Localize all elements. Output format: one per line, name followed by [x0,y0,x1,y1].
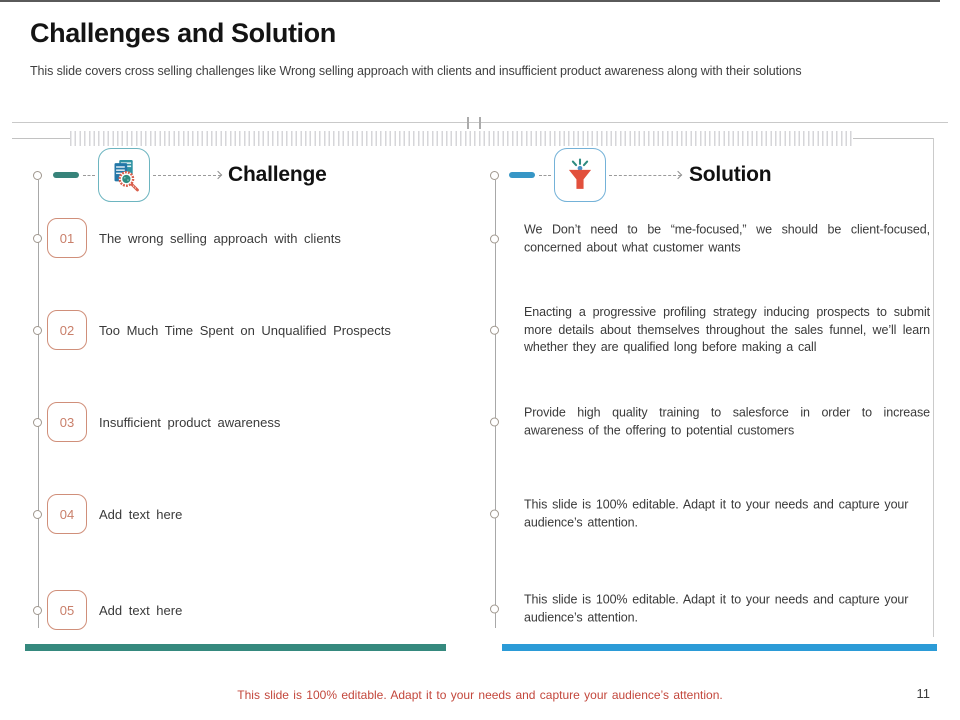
band-left-connector [12,138,70,139]
solution-header [490,148,771,202]
challenge-number-badge: 02 [47,310,87,350]
challenge-heading: Challenge [228,163,327,186]
challenge-item-label[interactable]: Add text here [99,602,183,618]
solution-item [490,222,930,257]
challenge-item [33,310,391,350]
dashed-connector [83,175,95,176]
challenge-number-badge: 03 [47,402,87,442]
teal-dash-icon [53,172,79,178]
challenge-accent-bar [25,644,446,651]
divider-tick-icon [479,117,481,129]
solution-item [490,497,930,532]
page-number: 11 [916,686,930,701]
document-magnifier-icon [98,148,150,202]
solution-item-text[interactable]: This slide is 100% editable. Adapt it to your needs and capture your audience’s attention. [524,592,909,624]
timeline-node-icon [490,235,499,244]
slide-subtitle: This slide covers cross selling challenges like Wrong selling approach with clients and insufficient product awareness along with their solutions [30,64,802,78]
challenge-number-badge: 04 [47,494,87,534]
solution-item-text[interactable]: Provide high quality training to salesforce in order to increase awareness of the offering to potential customers [524,405,930,437]
challenge-item [33,590,182,630]
divider-tick-icon [467,117,469,129]
timeline-node-icon [33,171,42,180]
challenge-item [33,402,280,442]
timeline-node-icon [490,326,499,335]
timeline-node-icon [490,510,499,519]
challenge-number-badge: 05 [47,590,87,630]
timeline-node-icon [33,510,42,519]
challenge-item-label[interactable]: Add text here [99,506,183,522]
challenge-item-label[interactable]: The wrong selling approach with clients [99,230,341,246]
dashed-connector [539,175,551,176]
solution-item-text[interactable]: We Don’t need to be “me-focused,” we should be client-focused, concerned about what customer wants [524,222,930,254]
timeline-node-icon [33,606,42,615]
solution-item-text[interactable]: Enacting a progressive profiling strategy inducing prospects to submit more details about themselves throughout the sales funnel, we’ll learn whether they are qualified long before making a call [524,304,930,354]
dashed-arrow [609,175,681,176]
solution-item [490,592,930,627]
band-right-connector [853,138,933,139]
solution-item [490,405,930,440]
solution-accent-bar [502,644,937,651]
dashed-arrow [153,175,221,176]
funnel-icon [554,148,606,202]
timeline-node-icon [490,418,499,427]
hatched-band [70,131,853,146]
timeline-node-icon [33,326,42,335]
timeline-node-icon [33,234,42,243]
divider-line [12,122,948,123]
solution-item-text[interactable]: This slide is 100% editable. Adapt it to your needs and capture your audience’s attention. [524,497,909,529]
timeline-node-icon [490,605,499,614]
challenge-item [33,494,182,534]
solution-heading: Solution [689,163,772,186]
blue-dash-icon [509,172,535,178]
top-border-line [0,0,940,2]
challenge-header [33,148,327,202]
timeline-node-icon [33,418,42,427]
footer-note: This slide is 100% editable. Adapt it to your needs and capture your audience’s attention. [237,688,723,702]
challenge-item [33,218,341,258]
right-border-line [933,138,934,637]
challenge-item-label[interactable]: Insufficient product awareness [99,414,281,430]
solution-item [490,304,930,357]
page-title: Challenges and Solution [30,18,336,48]
timeline-node-icon [490,171,499,180]
challenge-item-label[interactable]: Too Much Time Spent on Unqualified Prospects [99,322,391,338]
challenge-number-badge: 01 [47,218,87,258]
